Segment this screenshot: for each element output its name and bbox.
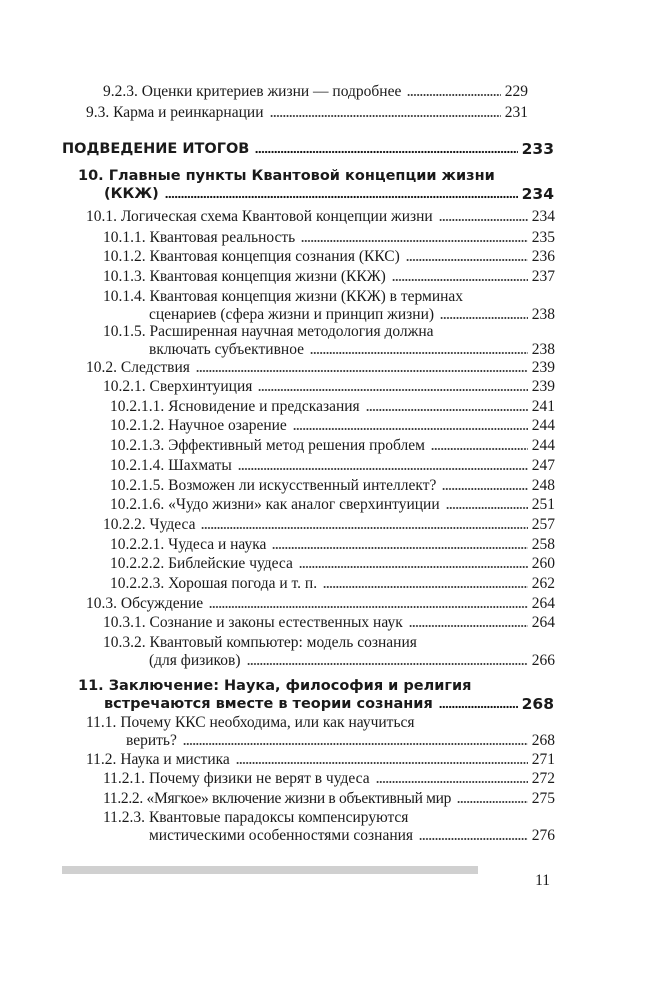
toc-entry-page: 266 xyxy=(531,652,555,669)
leader-dots xyxy=(392,278,528,282)
toc-entry-title: Квантовая концепция жизни (ККЖ) в терминах xyxy=(149,288,464,305)
toc-entry-number: 10.2. xyxy=(86,359,117,376)
leader-dots xyxy=(406,258,528,262)
toc-entry-title-cont: включать субъективное xyxy=(149,341,305,358)
leader-dots xyxy=(209,605,528,609)
toc-entry[interactable] xyxy=(86,359,555,377)
toc-entry-title-cont: (для физиков) xyxy=(149,652,241,669)
leader-dots xyxy=(299,565,528,569)
toc-entry-number: 10.2.2.1. xyxy=(110,536,165,553)
toc-entry-title: Почему ККС необходима, или как научиться xyxy=(120,714,415,731)
toc-entry-number: 11.2.1. xyxy=(103,770,146,787)
leader-dots xyxy=(439,705,518,709)
toc-entry[interactable] xyxy=(110,398,555,416)
toc-entry-title: Обсуждение xyxy=(120,595,204,612)
leader-dots xyxy=(419,837,528,841)
toc-entry-page: 258 xyxy=(531,536,555,553)
toc-entry[interactable] xyxy=(86,714,555,750)
toc-entry-page: 244 xyxy=(531,417,555,434)
toc-entry-title: Квантовые парадоксы компенсируются xyxy=(148,809,409,826)
leader-dots xyxy=(366,408,528,412)
toc-entry[interactable] xyxy=(103,268,555,286)
toc-entry-page: 231 xyxy=(504,104,528,121)
toc-entry-number: 9.2.3. xyxy=(103,83,138,100)
toc-entry-title: Почему физики не верят в чудеса xyxy=(148,770,370,787)
toc-entry-page: 262 xyxy=(531,575,555,592)
leader-dots xyxy=(323,585,528,589)
toc-entry-title: Карма и реинкарнации xyxy=(113,104,264,121)
toc-entry-number: 11.2.3. xyxy=(103,809,146,826)
toc-entry-number: 10.3.2. xyxy=(103,634,146,651)
toc-entry-page: 233 xyxy=(521,140,554,158)
toc-entry-number: 9.3. xyxy=(86,104,110,121)
toc-entry[interactable] xyxy=(103,770,555,788)
toc-entry[interactable] xyxy=(86,751,555,769)
leader-dots xyxy=(457,800,528,804)
toc-entry-title: Логическая схема Квантовой концепции жизни xyxy=(120,208,433,225)
toc-entry-page: 234 xyxy=(531,208,555,225)
toc-entry-title: ПОДВЕДЕНИЕ ИТОГОВ xyxy=(62,141,250,157)
toc-entry[interactable] xyxy=(103,634,555,670)
toc-entry-number: 10.1.2. xyxy=(103,248,146,265)
toc-entry-part[interactable] xyxy=(62,140,554,158)
toc-entry-title-cont: встречаются вместе в теории сознания xyxy=(104,696,433,712)
toc-entry-title: Шахматы xyxy=(168,457,232,474)
toc-entry[interactable] xyxy=(110,536,555,554)
toc-entry-page: 238 xyxy=(531,341,555,358)
toc-entry[interactable] xyxy=(110,496,555,514)
toc-entry-number: 10.1.4. xyxy=(103,288,146,305)
leader-dots xyxy=(183,742,528,746)
toc-entry-page: 237 xyxy=(531,268,555,285)
toc-entry-page: 272 xyxy=(531,770,555,787)
toc-entry-title: Наука и мистика xyxy=(120,751,230,768)
leader-dots xyxy=(270,114,501,118)
toc-entry-page: 276 xyxy=(531,827,555,844)
toc-entry[interactable] xyxy=(103,248,555,266)
toc-entry[interactable] xyxy=(110,575,555,593)
toc-entry-number: 10.2.1.1. xyxy=(110,398,165,415)
toc-entry-page: 234 xyxy=(521,185,554,203)
toc-entry[interactable] xyxy=(110,477,555,495)
toc-entry-title: Сверхинтуиция xyxy=(149,378,253,395)
leader-dots xyxy=(431,447,528,451)
leader-dots xyxy=(439,218,528,222)
toc-entry-page: 238 xyxy=(531,306,555,323)
toc-entry-title: Квантовая концепция сознания (ККС) xyxy=(149,248,400,265)
toc-entry-title: Заключение: Наука, философия и религия xyxy=(108,678,472,694)
toc-entry-page: 239 xyxy=(531,378,555,395)
toc-entry-number: 10.2.1.2. xyxy=(110,417,165,434)
toc-entry[interactable] xyxy=(103,288,555,324)
toc-entry[interactable] xyxy=(110,555,555,573)
toc-entry-title: Расширенная научная методология должна xyxy=(149,323,434,340)
toc-entry-title: «Мягкое» включение жизни в объективный мир xyxy=(146,790,452,807)
toc-entry-page: 275 xyxy=(531,790,555,807)
toc-entry-title: Квантовый компьютер: модель сознания xyxy=(149,634,417,651)
toc-entry-number: 10.2.2. xyxy=(103,516,146,533)
toc-entry-number: 10.1.1. xyxy=(103,229,146,246)
toc-entry-title: Главные пункты Квантовой концепции жизни xyxy=(108,168,495,184)
toc-entry-page: 271 xyxy=(531,751,555,768)
toc-entry-page: 260 xyxy=(531,555,555,572)
page-number: 11 xyxy=(535,872,550,889)
toc-entry[interactable] xyxy=(103,83,528,101)
leader-dots xyxy=(201,526,527,530)
toc-entry-page: 244 xyxy=(531,437,555,454)
toc-entry-page: 229 xyxy=(504,83,528,100)
toc-entry-number: 11.2.2. xyxy=(103,790,143,807)
toc-entry-page: 257 xyxy=(531,516,555,533)
toc-entry-title: Сознание и законы естественных наук xyxy=(149,614,403,631)
leader-dots xyxy=(442,487,527,491)
leader-dots xyxy=(236,761,528,765)
toc-entry-title: Возможен ли искусственный интеллект? xyxy=(168,477,437,494)
toc-entry-page: 247 xyxy=(531,457,555,474)
leader-dots xyxy=(196,369,528,373)
toc-entry-title-cont: мистическими особенностями сознания xyxy=(149,827,414,844)
toc-entry-title: Ясновидение и предсказания xyxy=(168,398,360,415)
toc-entry[interactable] xyxy=(103,809,555,845)
leader-dots xyxy=(376,780,528,784)
toc-entry-title-cont: (ККЖ) xyxy=(104,186,159,202)
toc-entry-number: 10.3.1. xyxy=(103,614,146,631)
toc-entry-title: Научное озарение xyxy=(168,417,287,434)
toc-entry-number: 11. xyxy=(78,678,104,694)
toc-entry-title: Квантовая реальность xyxy=(149,229,296,246)
leader-dots xyxy=(310,351,528,355)
toc-entry-page: 235 xyxy=(531,229,555,246)
leader-dots xyxy=(165,195,518,199)
toc-entry-title: Следствия xyxy=(120,359,190,376)
leader-dots xyxy=(272,546,527,550)
toc-entry-page: 268 xyxy=(521,695,554,713)
toc-entry-page: 264 xyxy=(531,614,555,631)
toc-entry[interactable] xyxy=(110,417,555,435)
toc-entry-number: 10.2.2.2. xyxy=(110,555,165,572)
toc-entry-title: «Чудо жизни» как аналог сверхинтуиции xyxy=(168,496,440,513)
toc-entry-number: 10.2.1.4. xyxy=(110,457,165,474)
footer-rule xyxy=(62,866,478,874)
toc-entry-page: 236 xyxy=(531,248,555,265)
toc-entry[interactable] xyxy=(110,457,555,475)
leader-dots xyxy=(255,150,517,154)
toc-entry-title: Квантовая концепция жизни (ККЖ) xyxy=(149,268,386,285)
toc-entry[interactable] xyxy=(103,378,555,396)
toc-entry-number: 10.1.5. xyxy=(103,323,146,340)
toc-entry[interactable] xyxy=(86,208,555,226)
toc-entry-number: 10.2.1.6. xyxy=(110,496,165,513)
toc-entry-number: 10.2.1.3. xyxy=(110,437,165,454)
toc-entry-number: 11.2. xyxy=(86,751,117,768)
toc-entry[interactable] xyxy=(103,614,555,632)
toc-entry-title: Оценки критериев жизни — подробнее xyxy=(141,83,402,100)
toc-entry[interactable] xyxy=(110,437,555,455)
toc-entry-number: 10. xyxy=(78,168,104,184)
leader-dots xyxy=(258,388,527,392)
toc-entry-number: 10.2.1.5. xyxy=(110,477,165,494)
toc-entry-title: Эффективный метод решения проблем xyxy=(168,437,425,454)
toc-entry-title-cont: сценариев (сфера жизни и принцип жизни) xyxy=(149,306,435,323)
toc-entry-title: Чудеса xyxy=(149,516,196,533)
toc-entry[interactable] xyxy=(86,595,555,613)
toc-entry[interactable] xyxy=(103,229,555,247)
toc-entry-page: 239 xyxy=(531,359,555,376)
toc-entry-page: 241 xyxy=(531,398,555,415)
toc-entry[interactable] xyxy=(103,516,555,534)
toc-entry[interactable] xyxy=(103,790,555,808)
toc-entry-page: 268 xyxy=(531,732,555,749)
toc-entry-chapter[interactable] xyxy=(78,677,554,713)
leader-dots xyxy=(247,662,528,666)
leader-dots xyxy=(238,467,528,471)
toc-entry[interactable] xyxy=(86,104,528,122)
toc-entry-number: 10.1. xyxy=(86,208,117,225)
leader-dots xyxy=(440,316,528,320)
toc-entry-number: 10.3. xyxy=(86,595,117,612)
leader-dots xyxy=(446,506,528,510)
toc-entry-title: Хорошая погода и т. п. xyxy=(168,575,318,592)
leader-dots xyxy=(301,239,528,243)
toc-entry-number: 10.2.2.3. xyxy=(110,575,165,592)
leader-dots xyxy=(409,624,528,628)
toc-entry-number: 10.2.1. xyxy=(103,378,146,395)
toc-entry[interactable] xyxy=(103,323,555,359)
toc-entry-title-cont: верить? xyxy=(126,732,177,749)
toc-entry-page: 248 xyxy=(531,477,555,494)
toc-entry-title: Чудеса и наука xyxy=(168,536,267,553)
toc-entry-chapter[interactable] xyxy=(78,167,554,203)
toc-entry-page: 251 xyxy=(531,496,555,513)
toc-entry-page: 264 xyxy=(531,595,555,612)
leader-dots xyxy=(293,427,528,431)
toc-entry-number: 11.1. xyxy=(86,714,117,731)
leader-dots xyxy=(407,93,500,97)
toc-entry-title: Библейские чудеса xyxy=(168,555,293,572)
toc-entry-number: 10.1.3. xyxy=(103,268,146,285)
